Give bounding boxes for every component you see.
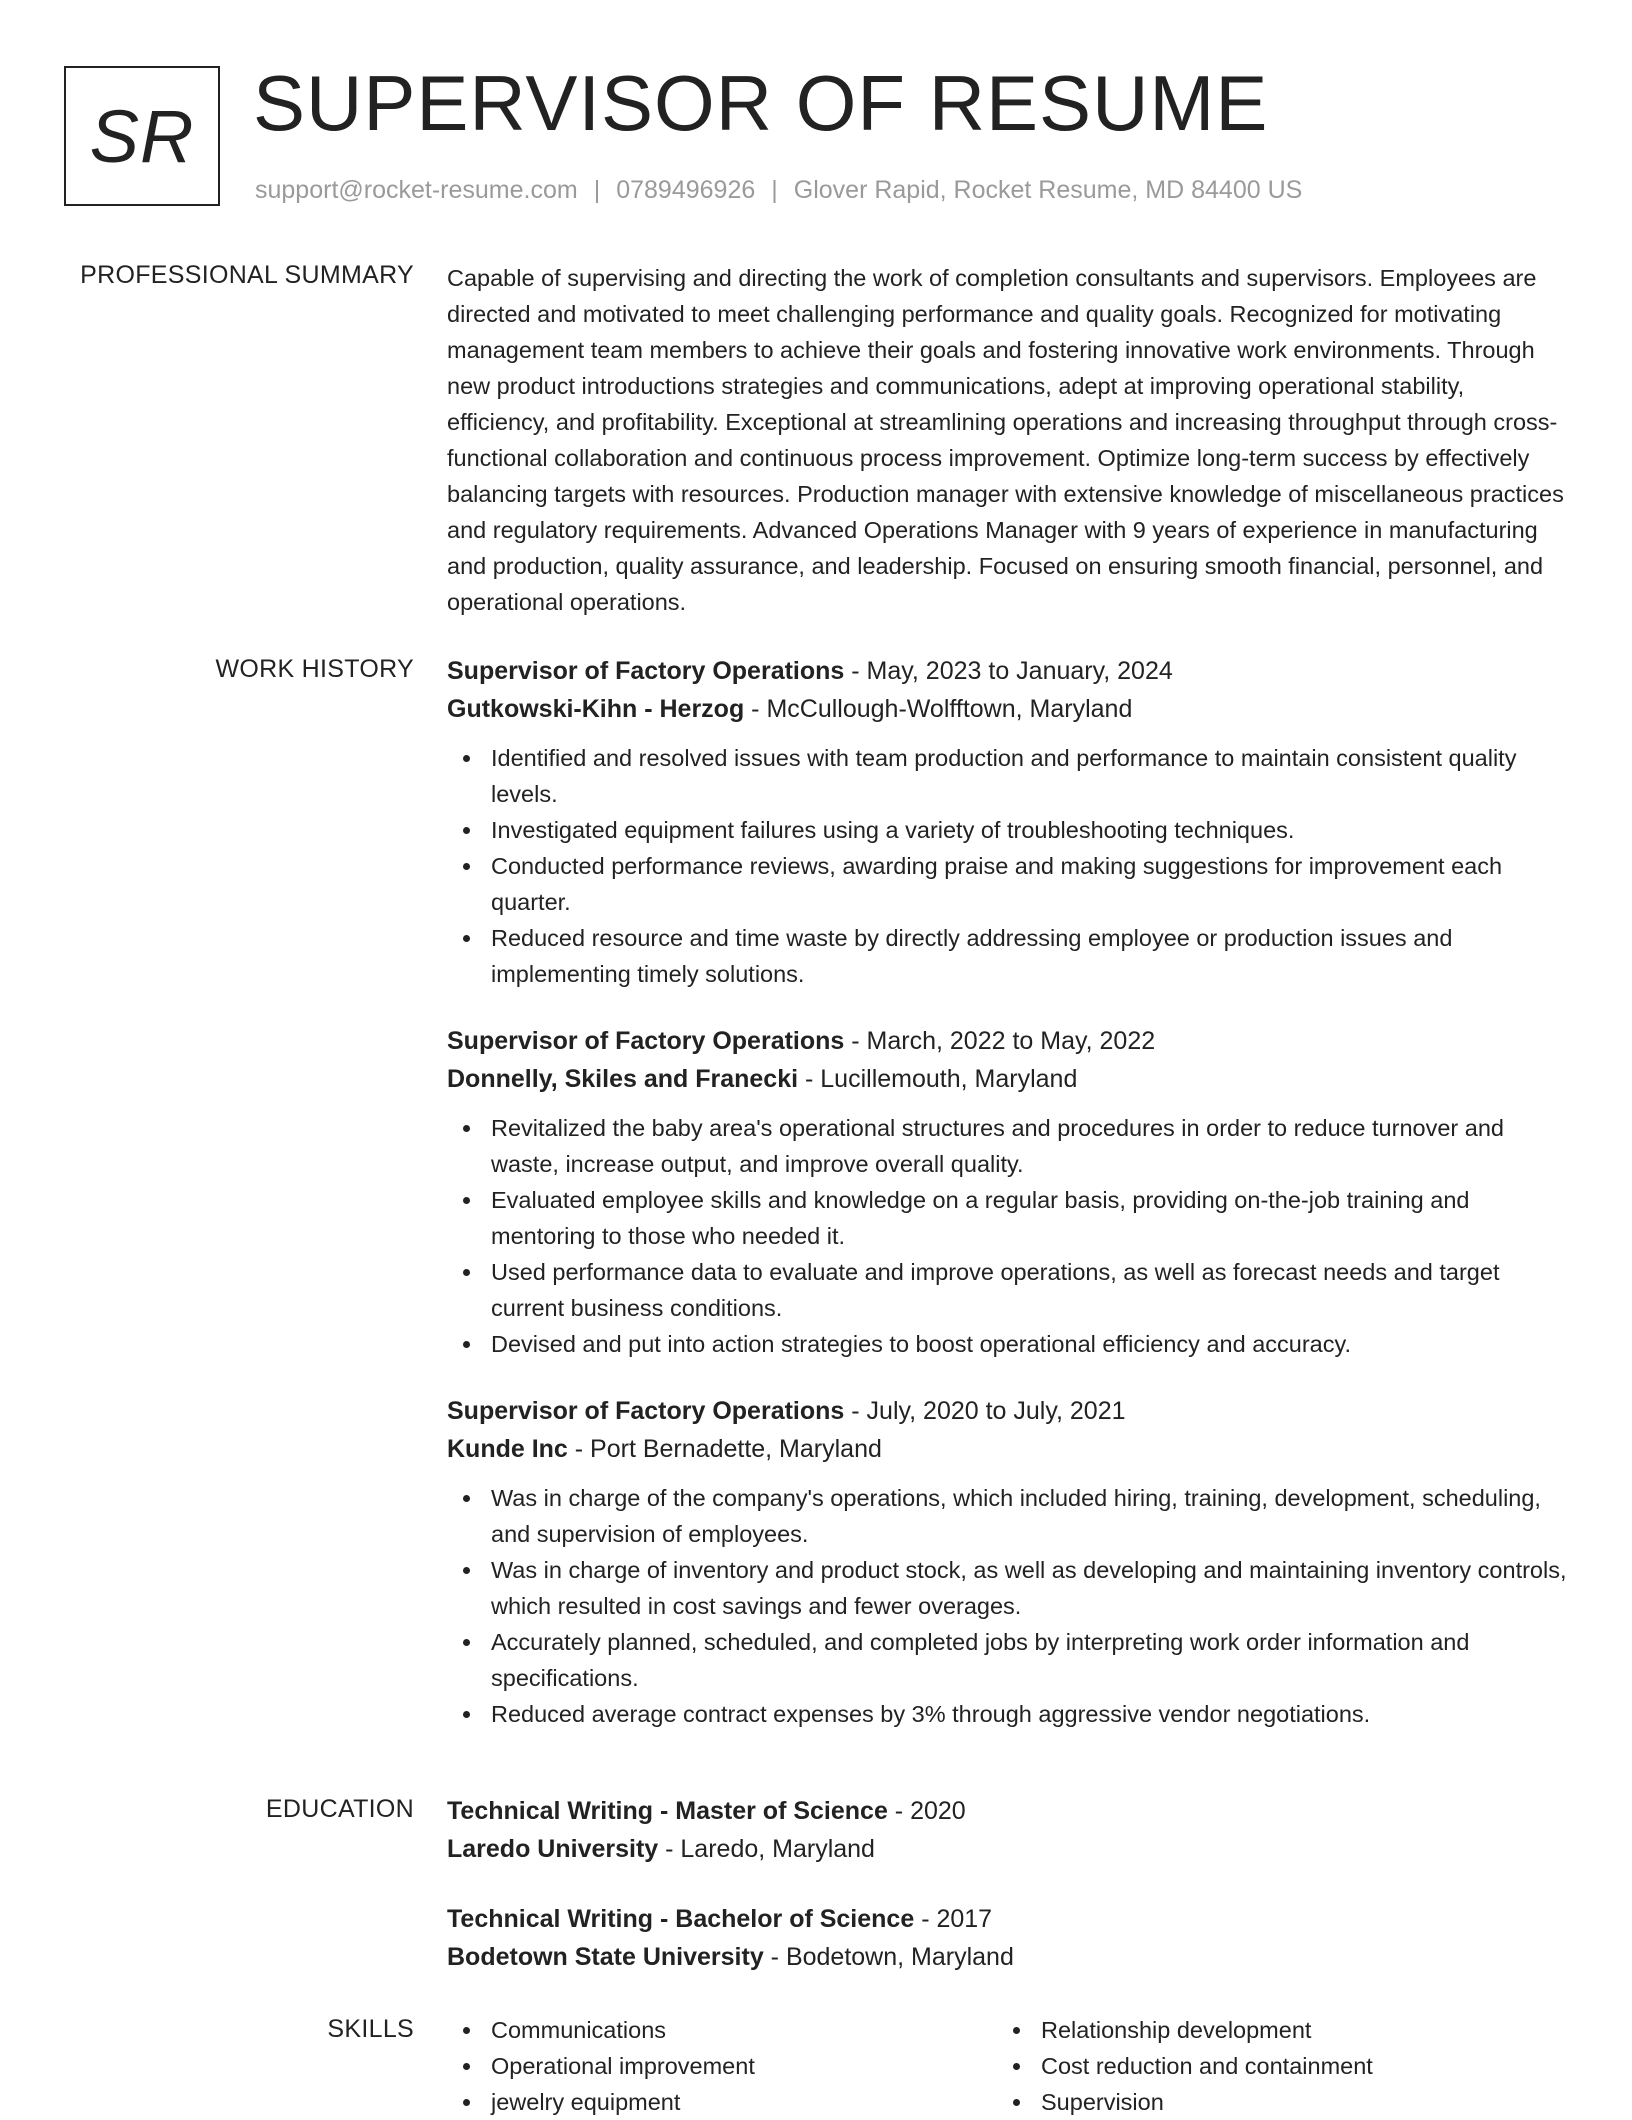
job-title-line: [447, 1392, 1567, 1430]
job-bullet: Reduced average contract expenses by 3% through aggressive vendor negotiations.: [447, 1696, 1567, 1732]
job-bullet: Used performance data to evaluate and improve operations, as well as forecast needs and target current business conditions.: [447, 1254, 1567, 1326]
job-company: Gutkowski-Kihn - Herzog: [447, 695, 745, 723]
education-school: Laredo University: [447, 1835, 659, 1863]
job-dates: - May, 2023 to January, 2024: [844, 657, 1173, 685]
job-entry: [447, 1022, 1567, 1362]
contact-address: Glover Rapid, Rocket Resume, MD 84400 US: [793, 176, 1303, 204]
job-location: - Port Bernadette, Maryland: [567, 1435, 882, 1463]
education-location: - Bodetown, Maryland: [763, 1943, 1014, 1971]
job-dates: - March, 2022 to May, 2022: [844, 1027, 1156, 1055]
skill-item: Relationship development: [997, 2012, 1547, 2048]
job-company: Kunde Inc: [447, 1435, 568, 1463]
job-title-line: [447, 652, 1567, 690]
job-location: - Lucillemouth, Maryland: [798, 1065, 1078, 1093]
job-bullets: [447, 1110, 1567, 1362]
job-location: - McCullough-Wolfftown, Maryland: [744, 695, 1133, 723]
education-school-line: [447, 1938, 1567, 1976]
resume-name: SUPERVISOR OF RESUME: [253, 59, 1269, 147]
contact-line: [255, 174, 1302, 206]
monogram-initials: SR: [89, 94, 195, 178]
job-bullet: Investigated equipment failures using a variety of troubleshooting techniques.: [447, 812, 1567, 848]
job-company-line: [447, 1430, 1567, 1468]
job-dates: - July, 2020 to July, 2021: [844, 1397, 1126, 1425]
skills-column-right: [997, 2012, 1547, 2120]
job-role: Supervisor of Factory Operations: [447, 657, 845, 685]
skill-item: Operational improvement: [447, 2048, 997, 2084]
job-bullets: [447, 1480, 1567, 1732]
job-bullet: Devised and put into action strategies to boost operational efficiency and accuracy.: [447, 1326, 1567, 1362]
job-bullet: Evaluated employee skills and knowledge on a regular basis, providing on-the-job training and mentoring to those who needed it.: [447, 1182, 1567, 1254]
education-degree: Technical Writing - Master of Science: [447, 1797, 888, 1825]
skill-item: Supervision: [997, 2084, 1547, 2120]
skills-list: [447, 2012, 997, 2120]
summary-body: [447, 260, 1567, 620]
job-entry: [447, 1392, 1567, 1732]
skills-column-left: [447, 2012, 997, 2120]
education-degree: Technical Writing - Bachelor of Science: [447, 1905, 915, 1933]
education-school: Bodetown State University: [447, 1943, 764, 1971]
job-bullet: Accurately planned, scheduled, and completed jobs by interpreting work order information and specifications.: [447, 1624, 1567, 1696]
education-location: - Laredo, Maryland: [658, 1835, 875, 1863]
job-company-line: [447, 1060, 1567, 1098]
job-bullet: Was in charge of the company's operations, which included hiring, training, development, scheduling, and supervision of employees.: [447, 1480, 1567, 1552]
education-entry: [447, 1792, 1567, 1868]
contact-email[interactable]: support@rocket-resume.com: [255, 176, 578, 204]
job-company: Donnelly, Skiles and Franecki: [447, 1065, 799, 1093]
education-degree-line: [447, 1900, 1567, 1938]
job-role: Supervisor of Factory Operations: [447, 1397, 845, 1425]
job-bullet: Revitalized the baby area's operational structures and procedures in order to reduce turnover and waste, increase output, and improve overall quality.: [447, 1110, 1567, 1182]
job-role: Supervisor of Factory Operations: [447, 1027, 845, 1055]
contact-separator: |: [771, 176, 778, 204]
education-heading: EDUCATION: [265, 1795, 414, 1823]
skills-heading: SKILLS: [327, 2015, 414, 2043]
job-title-line: [447, 1022, 1567, 1060]
skill-item: Communications: [447, 2012, 997, 2048]
monogram-box: [64, 66, 220, 206]
job-bullet: Reduced resource and time waste by directly addressing employee or production issues and implementing timely solutions.: [447, 920, 1567, 992]
job-bullet: Conducted performance reviews, awarding praise and making suggestions for improvement each quarter.: [447, 848, 1567, 920]
education-year: - 2020: [887, 1797, 966, 1825]
education-body: [447, 1792, 1567, 1976]
work-history-body: [447, 652, 1567, 1732]
job-bullets: [447, 740, 1567, 992]
education-degree-line: [447, 1792, 1567, 1830]
work-history-heading: WORK HISTORY: [215, 655, 414, 683]
skill-item: jewelry equipment: [447, 2084, 997, 2120]
education-school-line: [447, 1830, 1567, 1868]
skills-grid: [447, 2012, 1547, 2120]
skill-item: Cost reduction and containment: [997, 2048, 1547, 2084]
education-year: - 2017: [914, 1905, 993, 1933]
contact-separator: |: [593, 176, 601, 204]
job-company-line: [447, 690, 1567, 728]
job-entry: [447, 652, 1567, 992]
skills-list: [997, 2012, 1547, 2120]
education-entry: [447, 1900, 1567, 1976]
summary-text: Capable of supervising and directing the work of completion consultants and supervisors. Employees are directed and motivated to meet challenging performance and quality goals. Recognized for motivating management team members to achieve their goals and fostering innovative work environments. Through new product introductions strategies and communications, adept at improving operational stability, efficiency, and profitability. Exceptional at streamlining operations and increasing throughput through cross-functional collaboration and continuous process improvement. Optimize long-term success by effectively balancing targets with resources. Production manager with extensive knowledge of miscellaneous practices and regulatory requirements. Advanced Operations Manager with 9 years of experience in manufacturing and production, quality assurance, and leadership. Focused on ensuring smooth financial, personnel, and operational operations.: [447, 265, 1564, 615]
skills-body: [447, 2012, 1567, 2120]
contact-phone[interactable]: 0789496926: [616, 176, 756, 204]
summary-heading: PROFESSIONAL SUMMARY: [80, 261, 414, 289]
job-bullet: Was in charge of inventory and product stock, as well as developing and maintaining inventory controls, which resulted in cost savings and fewer overages.: [447, 1552, 1567, 1624]
job-bullet: Identified and resolved issues with team production and performance to maintain consistent quality levels.: [447, 740, 1567, 812]
